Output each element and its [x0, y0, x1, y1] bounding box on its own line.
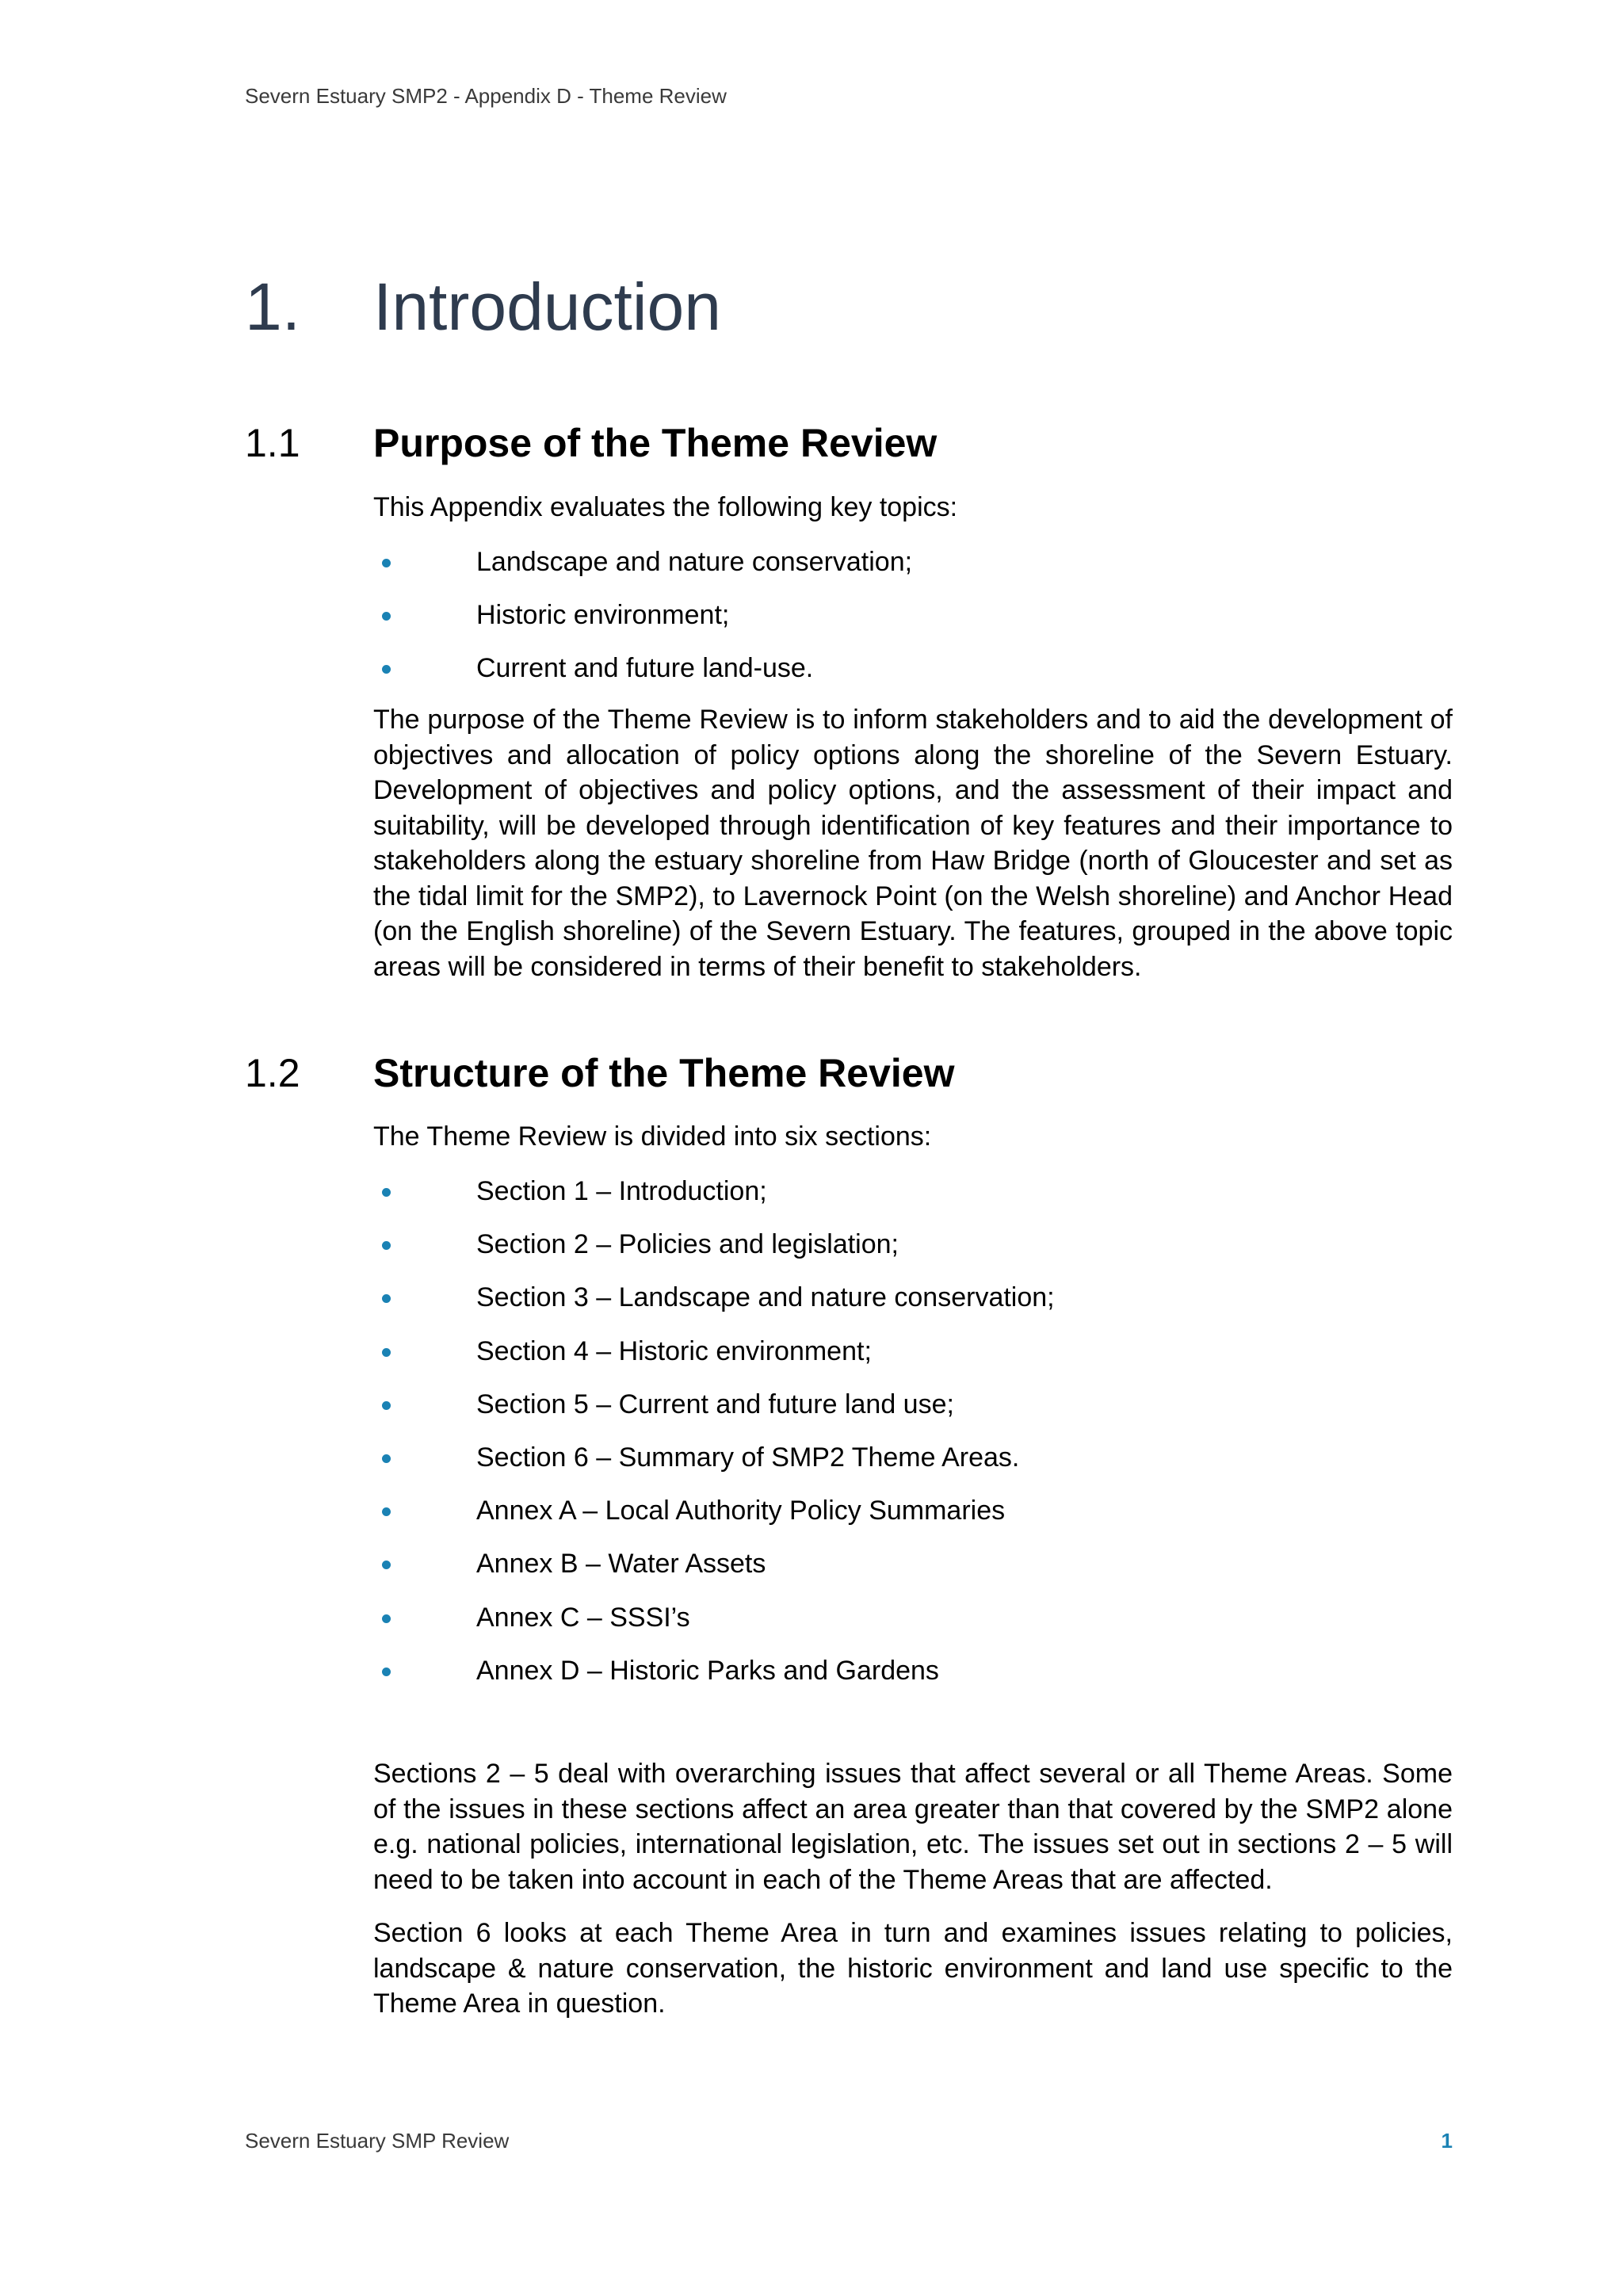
- bullet-icon: [382, 1668, 391, 1676]
- running-header: Severn Estuary SMP2 - Appendix D - Theme Review: [245, 84, 727, 108]
- body-paragraph: Section 6 looks at each Theme Area in turn and examines issues relating to policies, landscape & nature conservation, the historic environment and land use specific to the Theme Area in question.: [373, 1918, 1453, 2019]
- section-lead-text: This Appendix evaluates the following key topics:: [373, 492, 958, 522]
- body-paragraph: Sections 2 – 5 deal with overarching issues that affect several or all Theme Areas. Some of the issues in these sections affect an area greater than that covered by the SMP2 alone e.g. national policies, international legislation, etc. The issues set out in sections 2 – 5 will need to be taken into account in each of the Theme Areas that are affected.: [373, 1759, 1453, 1895]
- bullet-icon: [382, 559, 391, 567]
- bullet-icon: [382, 612, 391, 621]
- list-item: Section 1 – Introduction;: [373, 1174, 1453, 1227]
- section-number: 1.1: [245, 421, 300, 465]
- key-topics-list: [373, 544, 1453, 705]
- list-item: Current and future land-use.: [373, 651, 1453, 704]
- chapter-number: 1.: [245, 269, 301, 344]
- list-item: Section 6 – Summary of SMP2 Theme Areas.: [373, 1440, 1453, 1493]
- list-item: Annex D – Historic Parks and Gardens: [373, 1653, 1453, 1706]
- body-paragraph: The purpose of the Theme Review is to inform stakeholders and to aid the development of objectives and allocation of policy options along the shoreline of the Severn Estuary. Development of objectives and policy options, and the assessment of their impact and suitability, will be developed through identification of key features and their importance to stakeholders along the estuary shoreline from Haw Bridge (north of Gloucester and set as the tidal limit for the SMP2), to Lavernock Point (on the Welsh shoreline) and Anchor Head (on the English shoreline) of the Severn Estuary. The features, grouped in the above topic areas will be considered in terms of their benefit to stakeholders.: [373, 705, 1453, 982]
- chapter-title: Introduction: [373, 269, 721, 344]
- list-item: Section 3 – Landscape and nature conservation;: [373, 1280, 1453, 1333]
- list-item: Section 4 – Historic environment;: [373, 1334, 1453, 1387]
- bullet-icon: [382, 1507, 391, 1516]
- section-title: Purpose of the Theme Review: [373, 421, 938, 465]
- bullet-icon: [382, 1348, 391, 1357]
- bullet-icon: [382, 1454, 391, 1463]
- section-number: 1.2: [245, 1051, 300, 1095]
- section-lead-text: The Theme Review is divided into six sections:: [373, 1121, 932, 1152]
- page-number: 1: [1441, 2129, 1453, 2153]
- bullet-icon: [382, 1401, 391, 1410]
- list-item: Historic environment;: [373, 598, 1453, 651]
- bullet-icon: [382, 1294, 391, 1303]
- bullet-icon: [382, 1614, 391, 1623]
- section-title: Structure of the Theme Review: [373, 1051, 955, 1095]
- bullet-icon: [382, 665, 391, 674]
- list-item: Annex C – SSSI’s: [373, 1600, 1453, 1653]
- running-footer: Severn Estuary SMP Review: [245, 2129, 510, 2153]
- bullet-icon: [382, 1188, 391, 1197]
- list-item: Section 5 – Current and future land use;: [373, 1387, 1453, 1440]
- list-item: Section 2 – Policies and legislation;: [373, 1227, 1453, 1280]
- bullet-icon: [382, 1561, 391, 1569]
- sections-list: [373, 1174, 1453, 1706]
- list-item: Annex B – Water Assets: [373, 1546, 1453, 1599]
- list-item: Annex A – Local Authority Policy Summaries: [373, 1493, 1453, 1546]
- list-item: Landscape and nature conservation;: [373, 544, 1453, 598]
- bullet-icon: [382, 1241, 391, 1250]
